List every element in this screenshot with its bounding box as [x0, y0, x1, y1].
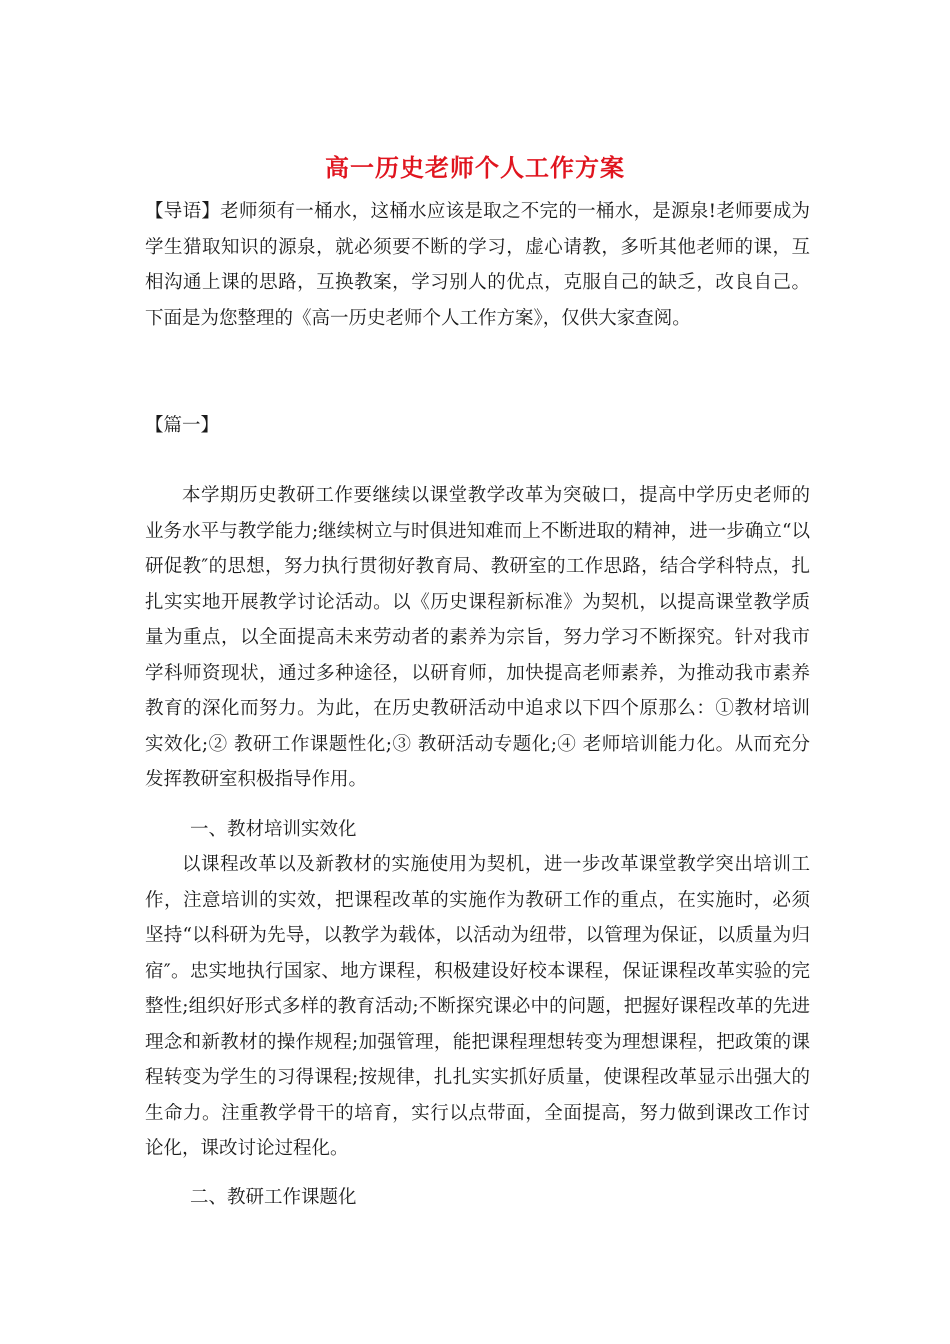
section-heading-1: 一、教材培训实效化 [190, 819, 357, 840]
intro-paragraph: 【导语】老师须有一桶水，这桶水应该是取之不完的一桶水，是源泉!老师要成为学生猎取知识的源泉，就必须要不断的学习，虚心请教，多听其他老师的课，互相沟通上课的思路，互换教案，学习别人的优点，克服自己的缺乏，改良自己。下面是为您整理的《高一历史老师个人工作方案》，仅供大家查阅。 [145, 201, 810, 329]
document-title: 高一历史老师个人工作方案 [325, 153, 625, 182]
body-paragraph-2: 以课程改革以及新教材的实施使用为契机，进一步改革课堂教学突出培训工作，注意培训的实效，把课程改革的实施作为教研工作的重点，在实施时，必须坚持“以科研为先导，以教学为载体，以活动为纽带，以管理为保证，以质量为归宿″。忠实地执行国家、地方课程，积极建设好校本课程，保证课程改革实验的完整性;组织好形式多样的教育活动;不断探究课必中的问题，把握好课程改革的先进理念和新教材的操作规程;加强管理，能把课程理想转变为理想课程，把政策的课程转变为学生的习得课程;按规律，扎扎实实抓好质量，使课程改革显示出强大的生命力。注重教学骨干的培育，实行以点带面，全面提高，努力做到课改工作讨论化，课改讨论过程化。 [145, 854, 810, 1159]
body-paragraph-1: 本学期历史教研工作要继续以课堂教学改革为突破口，提高中学历史老师的业务水平与教学能力;继续树立与时俱进知难而上不断进取的精神，进一步确立“以研促教″的思想，努力执行贯彻好教育局、教研室的工作思路，结合学科特点，扎扎实实地开展教学讨论活动。以《历史课程新标准》为契机，以提高课堂教学质量为重点，以全面提高未来劳动者的素养为宗旨，努力学习不断探究。针对我市学科师资现状，通过多种途径，以研育师，加快提高老师素养，为推动我市素养教育的深化而努力。为此，在历史教研活动中追求以下四个原那么：①教材培训实效化;② 教研工作课题性化;③ 教研活动专题化;④ 老师培训能力化。从而充分发挥教研室积极指导作用。 [145, 485, 810, 790]
section-heading-2: 二、教研工作课题化 [190, 1187, 357, 1208]
section-label: 【篇一】 [145, 415, 220, 436]
